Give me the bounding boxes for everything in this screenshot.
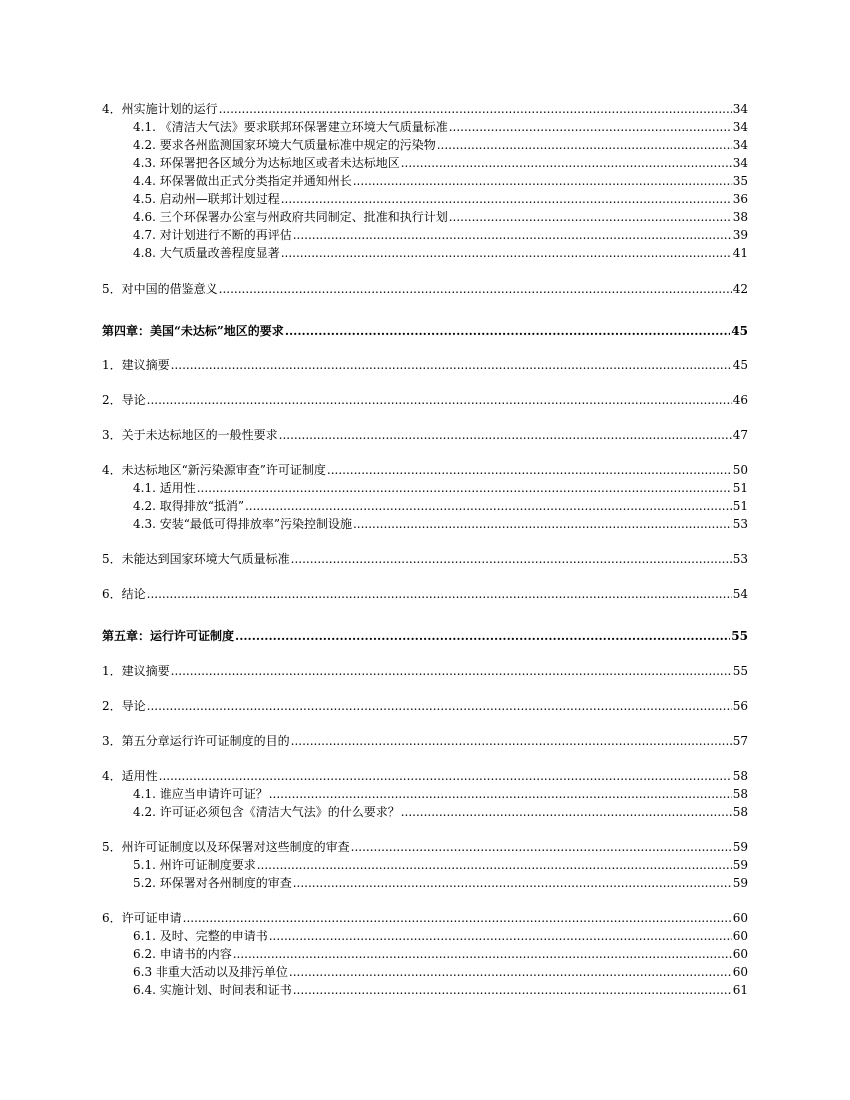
toc-entry-title: 2．导论 xyxy=(102,393,146,407)
toc-entry-page: 50 xyxy=(732,463,748,477)
dot-leader xyxy=(245,497,732,515)
dot-leader xyxy=(449,208,732,226)
dot-leader xyxy=(171,662,732,680)
toc-entry xyxy=(133,856,748,874)
dot-leader xyxy=(197,479,732,497)
toc-entry-title: 4.3. 环保署把各区域分为达标地区或者未达标地区 xyxy=(133,156,400,170)
toc-entry-page: 60 xyxy=(732,929,748,943)
toc-entry-page: 36 xyxy=(732,192,748,206)
toc-entry-page: 51 xyxy=(732,481,748,495)
toc-entry xyxy=(102,356,748,374)
toc-entry-page: 55 xyxy=(732,664,748,678)
toc-entry-page: 59 xyxy=(732,858,748,872)
toc-entry xyxy=(133,154,748,172)
toc-entry-page: 53 xyxy=(732,552,748,566)
toc-entry-title: 4.8. 大气质量改善程度显著 xyxy=(133,246,280,260)
toc-entry-page: 45 xyxy=(732,358,748,372)
toc-entry-page: 58 xyxy=(732,805,748,819)
toc-entry-title: 5．州许可证制度以及环保署对这些制度的审查 xyxy=(102,840,350,854)
toc-entry-title: 6.3 非重大活动以及排污单位 xyxy=(133,965,288,979)
toc-entry xyxy=(133,803,748,821)
toc-entry-title: 5．对中国的借鉴意义 xyxy=(102,282,218,296)
toc-entry xyxy=(133,172,748,190)
toc-entry xyxy=(133,226,748,244)
toc-entry xyxy=(133,136,748,154)
toc-entry xyxy=(133,479,748,497)
toc-entry-title: 5．未能达到国家环境大气质量标准 xyxy=(102,552,290,566)
toc-entry xyxy=(133,208,748,226)
dot-leader xyxy=(449,118,732,136)
toc-entry-page: 58 xyxy=(732,769,748,783)
toc-entry-page: 60 xyxy=(732,947,748,961)
toc-entry-page: 34 xyxy=(732,102,748,116)
toc-entry-title: 4．未达标地区“新污染源审查”许可证制度 xyxy=(102,463,326,477)
toc-entry-title: 4.5. 启动州—联邦计划过程 xyxy=(133,192,280,206)
dot-leader xyxy=(293,226,732,244)
toc-entry-title: 4.4. 环保署做出正式分类指定并通知州长 xyxy=(133,174,352,188)
toc-entry-page: 47 xyxy=(732,428,748,442)
dot-leader xyxy=(269,785,732,803)
toc-entry-title: 4.2. 取得排放“抵消” xyxy=(133,499,244,513)
toc-entry-page: 53 xyxy=(732,517,748,531)
dot-leader xyxy=(147,391,732,409)
dot-leader xyxy=(279,426,732,444)
toc-entry-title: 4.7. 对计划进行不断的再评估 xyxy=(133,228,292,242)
toc-entry xyxy=(133,515,748,533)
toc-entry-title: 6.4. 实施计划、时间表和证书 xyxy=(133,983,292,997)
toc-entry-title: 4．州实施计划的运行 xyxy=(102,102,218,116)
toc-entry-page: 60 xyxy=(732,965,748,979)
toc-entry xyxy=(133,785,748,803)
dot-leader xyxy=(351,838,732,856)
toc-entry xyxy=(102,767,748,785)
toc-entry xyxy=(133,874,748,892)
toc-entry-page: 45 xyxy=(731,324,748,338)
toc-entry-title: 6．许可证申请 xyxy=(102,911,182,925)
dot-leader xyxy=(291,550,732,568)
toc-entry-title: 4.6. 三个环保署办公室与州政府共同制定、批准和执行计划 xyxy=(133,210,448,224)
toc-entry-page: 56 xyxy=(732,699,748,713)
toc-entry xyxy=(102,732,748,750)
dot-leader xyxy=(289,963,732,981)
toc-entry xyxy=(133,190,748,208)
toc-entry xyxy=(102,391,748,409)
dot-leader xyxy=(401,154,732,172)
dot-leader xyxy=(293,981,732,999)
toc-entry-page: 57 xyxy=(732,734,748,748)
dot-leader xyxy=(159,767,732,785)
dot-leader xyxy=(235,627,730,645)
toc-entry xyxy=(133,497,748,515)
dot-leader xyxy=(293,874,732,892)
toc-entry-title: 5.2. 环保署对各州制度的审查 xyxy=(133,876,292,890)
toc-entry-title: 1．建议摘要 xyxy=(102,664,170,678)
dot-leader xyxy=(219,100,732,118)
toc-entry-page: 51 xyxy=(732,499,748,513)
toc-entry-page: 41 xyxy=(732,246,748,260)
toc-entry-title: 1．建议摘要 xyxy=(102,358,170,372)
toc-entry xyxy=(133,981,748,999)
toc-entry xyxy=(102,100,748,118)
toc-entry-title: 3．关于未达标地区的一般性要求 xyxy=(102,428,278,442)
toc-entry-title: 4.1. 谁应当申请许可证？ xyxy=(133,787,268,801)
toc-entry xyxy=(133,963,748,981)
toc-entry-page: 59 xyxy=(732,876,748,890)
dot-leader xyxy=(281,244,732,262)
dot-leader xyxy=(257,856,732,874)
toc-entry xyxy=(133,927,748,945)
dot-leader xyxy=(285,322,730,340)
dot-leader xyxy=(353,172,732,190)
toc-entry-title: 4.2. 要求各州监测国家环境大气质量标准中规定的污染物 xyxy=(133,138,436,152)
toc-entry-page: 34 xyxy=(732,156,748,170)
toc-chapter-title: 第五章：运行许可证制度 xyxy=(102,629,235,643)
toc-entry-title: 3．第五分章运行许可证制度的目的 xyxy=(102,734,290,748)
toc-chapter-title: 第四章：美国“未达标”地区的要求 xyxy=(102,324,284,338)
toc-entry-page: 34 xyxy=(732,138,748,152)
toc-entry xyxy=(102,585,748,603)
toc-entry-page: 54 xyxy=(732,587,748,601)
toc-entry-title: 6．结论 xyxy=(102,587,146,601)
toc-entry xyxy=(133,945,748,963)
toc-entry-page: 46 xyxy=(732,393,748,407)
toc-entry-page: 58 xyxy=(732,787,748,801)
toc-entry xyxy=(133,118,748,136)
dot-leader xyxy=(437,136,732,154)
toc-entry-page: 59 xyxy=(732,840,748,854)
dot-leader xyxy=(401,803,732,821)
toc-chapter-entry xyxy=(102,322,748,340)
dot-leader xyxy=(353,515,732,533)
toc-entry xyxy=(102,280,748,298)
dot-leader xyxy=(147,585,732,603)
toc-entry-title: 5.1. 州许可证制度要求 xyxy=(133,858,256,872)
dot-leader xyxy=(219,280,732,298)
toc-entry-page: 60 xyxy=(732,911,748,925)
toc-entry-title: 2．导论 xyxy=(102,699,146,713)
toc-entry xyxy=(133,244,748,262)
dot-leader xyxy=(327,461,732,479)
toc-entry-title: 4.1. 适用性 xyxy=(133,481,196,495)
toc-entry xyxy=(102,838,748,856)
toc-entry-title: 4.2. 许可证必须包含《清洁大气法》的什么要求？ xyxy=(133,805,400,819)
toc-entry xyxy=(102,550,748,568)
toc-entry-title: 4.1. 《清洁大气法》要求联邦环保署建立环境大气质量标准 xyxy=(133,120,448,134)
toc-entry-page: 42 xyxy=(732,282,748,296)
toc-entry xyxy=(102,697,748,715)
toc-entry xyxy=(102,426,748,444)
toc-chapter-entry xyxy=(102,627,748,645)
toc-entry-title: 6.1. 及时、完整的申请书 xyxy=(133,929,268,943)
toc-entry xyxy=(102,461,748,479)
toc-entry xyxy=(102,909,748,927)
dot-leader xyxy=(233,945,732,963)
dot-leader xyxy=(147,697,732,715)
toc-entry-title: 4．适用性 xyxy=(102,769,158,783)
toc-entry-page: 35 xyxy=(732,174,748,188)
toc-entry-title: 6.2. 申请书的内容 xyxy=(133,947,232,961)
toc-entry-page: 39 xyxy=(732,228,748,242)
toc-entry-page: 38 xyxy=(732,210,748,224)
dot-leader xyxy=(183,909,732,927)
dot-leader xyxy=(281,190,732,208)
toc-entry-page: 55 xyxy=(731,629,748,643)
toc-entry xyxy=(102,662,748,680)
dot-leader xyxy=(269,927,732,945)
dot-leader xyxy=(291,732,732,750)
toc-entry-title: 4.3. 安装“最低可得排放率”污染控制设施 xyxy=(133,517,352,531)
toc-entry-page: 34 xyxy=(732,120,748,134)
dot-leader xyxy=(171,356,732,374)
toc-entry-page: 61 xyxy=(732,983,748,997)
